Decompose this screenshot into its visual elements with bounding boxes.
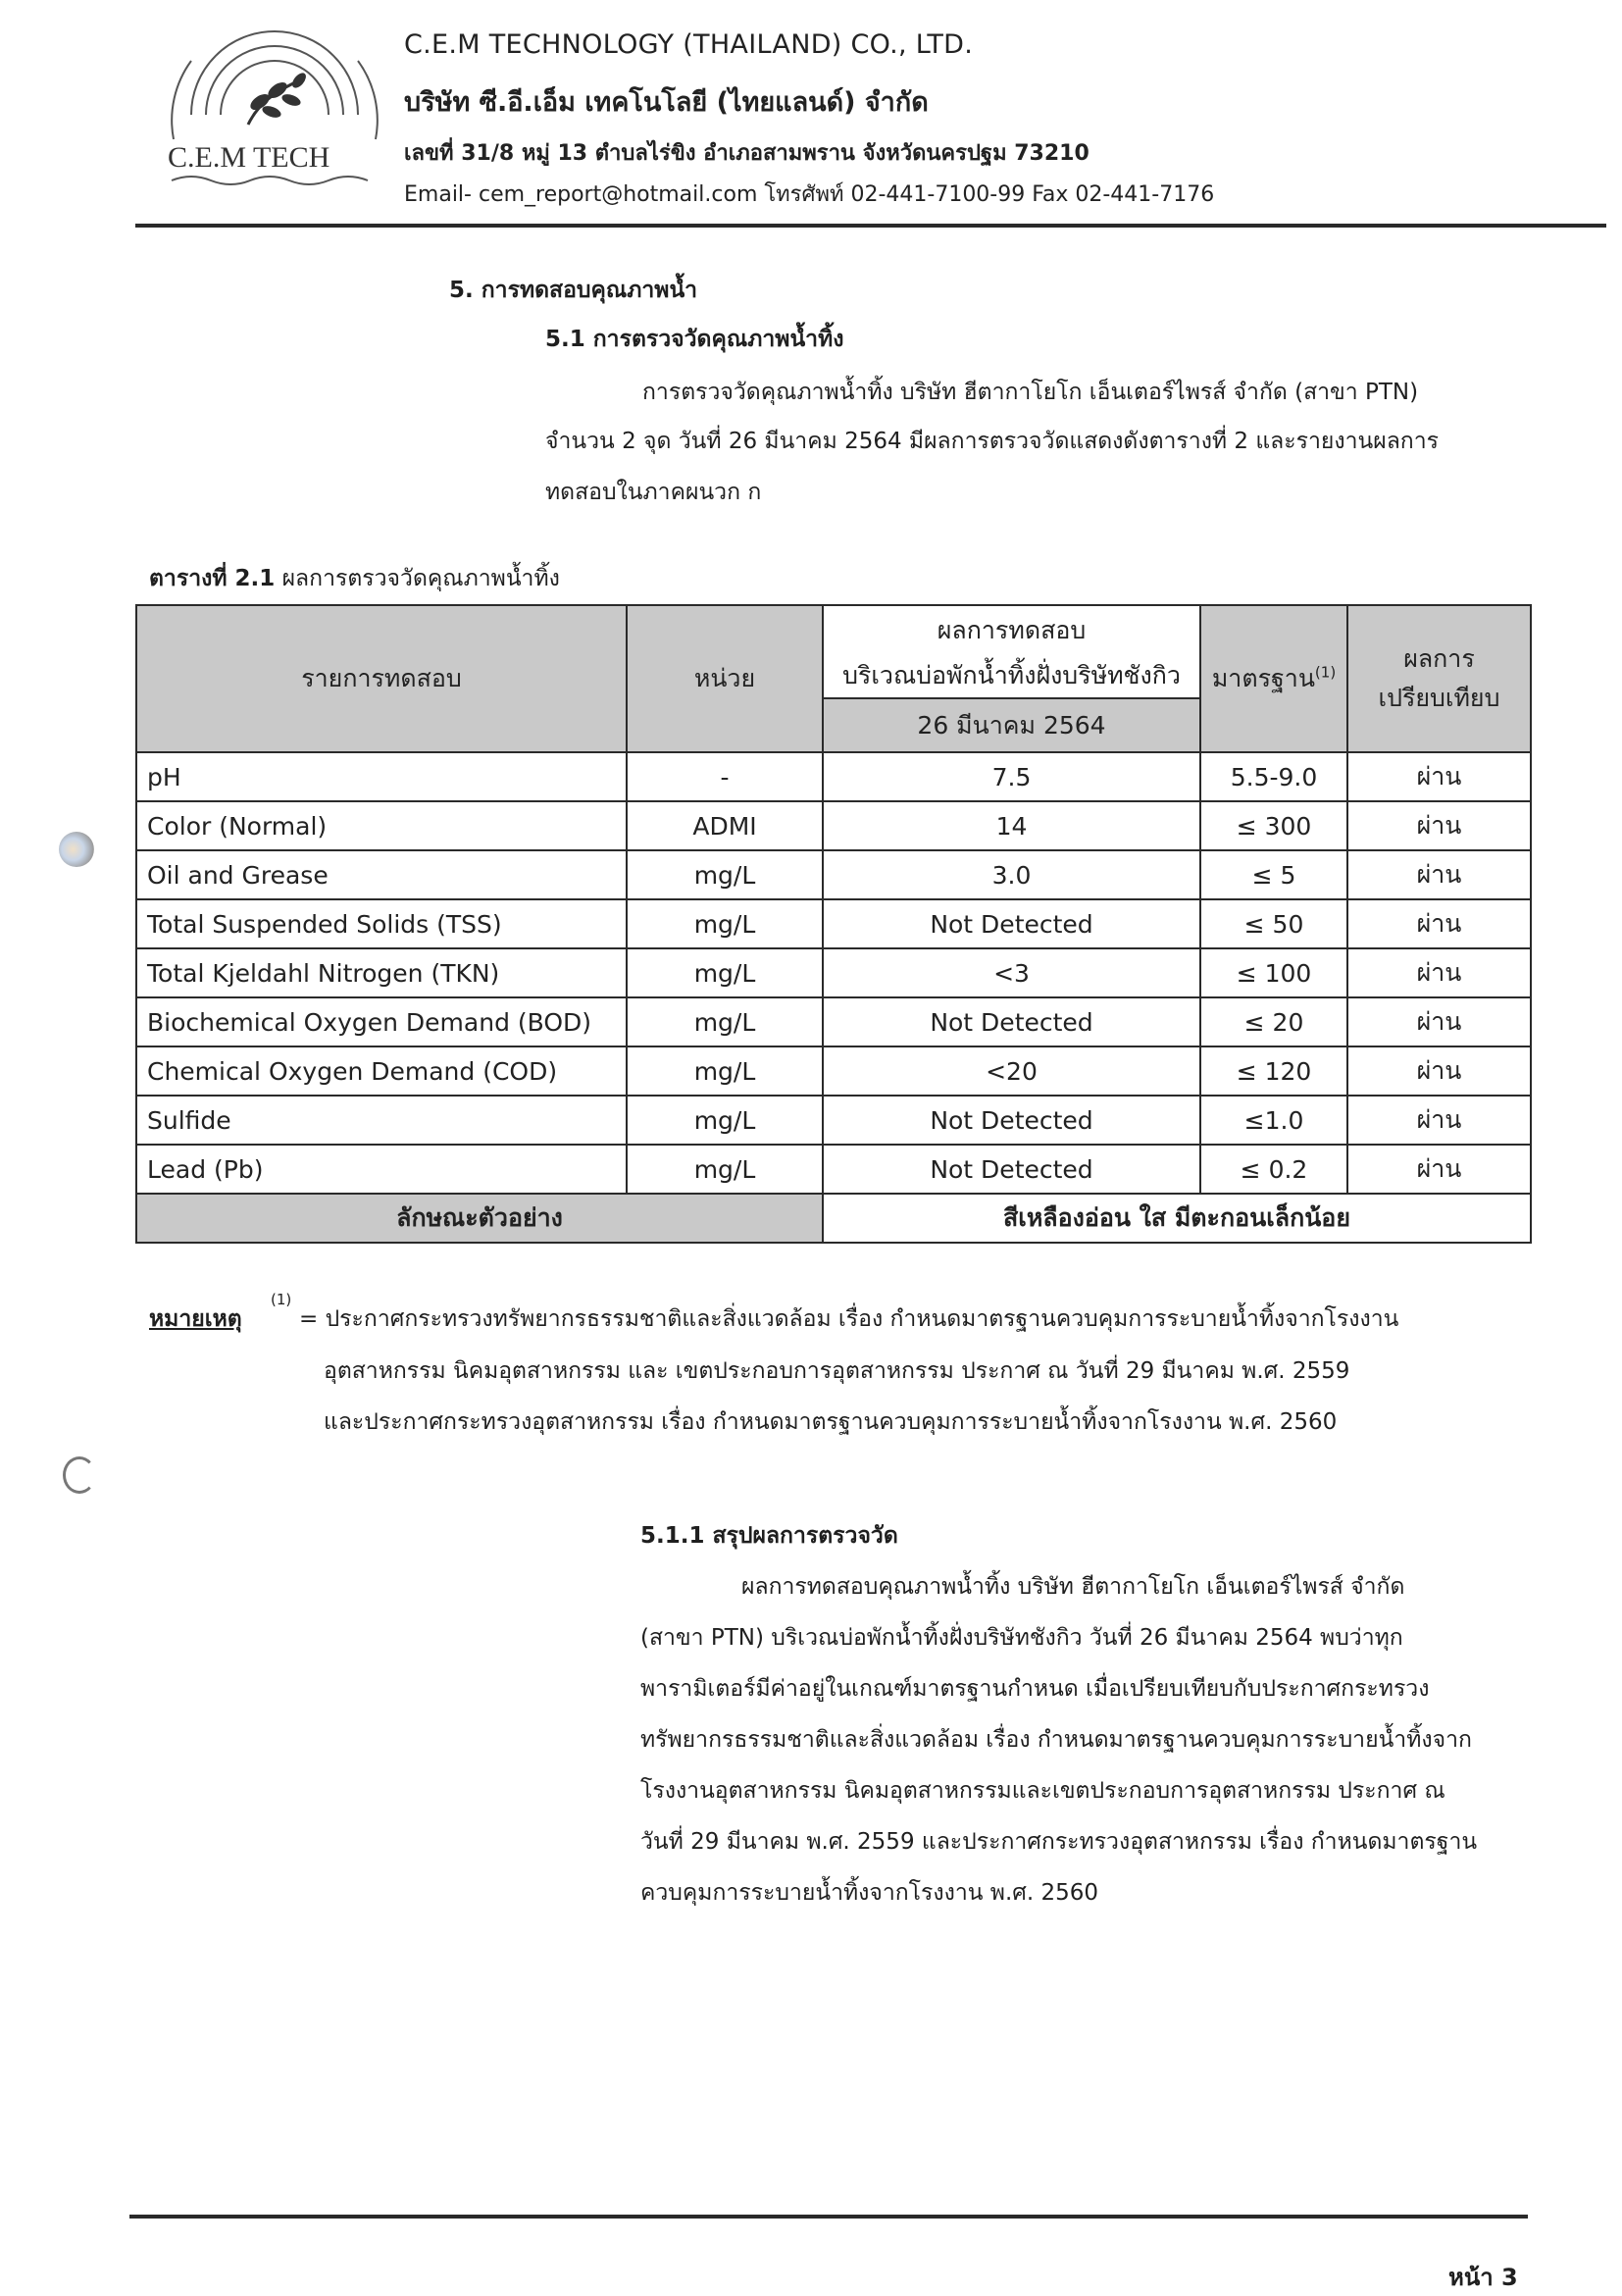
note-line: อุตสาหกรรม นิคมอุตสาหกรรม และ เขตประกอบการอุตสาหกรรม ประกาศ ณ วันที่ 29 มีนาคม พ.ศ. 2559: [324, 1358, 1350, 1384]
table-row: [136, 1096, 1531, 1145]
standard-footnote-marker: (1): [1314, 663, 1337, 682]
header-standard: [1200, 605, 1347, 752]
summary-line: พารามิเตอร์มีค่าอยู่ในเกณฑ์มาตรฐานกำหนด เมื่อเปรียบเทียบกับประกาศกระทรวง: [640, 1676, 1430, 1702]
company-address: เลขที่ 31/8 หมู่ 13 ตำบลไร่ขิง อำเภอสามพราน จังหวัดนครปฐม 73210: [404, 141, 1090, 166]
cell-unit: mg/L: [627, 997, 823, 1046]
header-compare-line2: เปรียบเทียบ: [1378, 684, 1500, 712]
summary-line: วันที่ 29 มีนาคม พ.ศ. 2559 และประกาศกระทรวงอุตสาหกรรม เรื่อง กำหนดมาตรฐาน: [640, 1829, 1478, 1855]
cell-unit: mg/L: [627, 1046, 823, 1096]
hole-punch-mark: [59, 832, 94, 867]
note-marker: (1): [271, 1291, 292, 1308]
sample-label: ลักษณะตัวอย่าง: [136, 1194, 823, 1243]
header-divider: [135, 224, 1606, 228]
cell-item: Total Kjeldahl Nitrogen (TKN): [136, 948, 627, 997]
table-caption-text: ผลการตรวจวัดคุณภาพน้ำทิ้ง: [281, 566, 560, 591]
company-contact: Email- cem_report@hotmail.com โทรศัพท์ 02-441-7100-99 Fax 02-441-7176: [404, 182, 1215, 207]
summary-line: ผลการทดสอบคุณภาพน้ำทิ้ง บริษัท ฮีตากาโยโก เอ็นเตอร์ไพรส์ จำกัด: [741, 1574, 1405, 1600]
cell-standard: ≤ 20: [1200, 997, 1347, 1046]
cell-result: Not Detected: [823, 1096, 1200, 1145]
cell-standard: ≤ 300: [1200, 801, 1347, 850]
cell-item: Biochemical Oxygen Demand (BOD): [136, 997, 627, 1046]
cell-item: Oil and Grease: [136, 850, 627, 899]
logo-arc: [191, 31, 358, 115]
cell-result: Not Detected: [823, 1145, 1200, 1194]
note-label: หมายเหตุ: [149, 1306, 242, 1332]
cell-standard: ≤ 5: [1200, 850, 1347, 899]
cell-item: Lead (Pb): [136, 1145, 627, 1194]
cell-standard: ≤1.0: [1200, 1096, 1347, 1145]
header-standard-label: มาตรฐาน: [1211, 664, 1315, 692]
cell-result: 14: [823, 801, 1200, 850]
cell-result: 3.0: [823, 850, 1200, 899]
table-row: [136, 752, 1531, 801]
table-row: [136, 1046, 1531, 1096]
cell-item: Chemical Oxygen Demand (COD): [136, 1046, 627, 1096]
header-result-location: บริเวณบ่อพักน้ำทิ้งฝั่งบริษัทชังกิว: [823, 654, 1200, 698]
note-line: = ประกาศกระทรวงทรัพยากรธรรมชาติและสิ่งแวดล้อม เรื่อง กำหนดมาตรฐานควบคุมการระบายน้ำทิ้งจากโรงงาน: [299, 1306, 1399, 1332]
company-name-en: C.E.M TECHNOLOGY (THAILAND) CO., LTD.: [404, 29, 974, 60]
summary-line: (สาขา PTN) บริเวณบ่อพักน้ำทิ้งฝั่งบริษัทชังกิว วันที่ 26 มีนาคม 2564 พบว่าทุก: [640, 1625, 1403, 1651]
table-row: [136, 801, 1531, 850]
cell-item: pH: [136, 752, 627, 801]
cell-standard: ≤ 100: [1200, 948, 1347, 997]
page-number: หน้า 3: [1448, 2264, 1518, 2291]
table-row: [136, 948, 1531, 997]
cell-unit: mg/L: [627, 850, 823, 899]
paragraph-line: ทดสอบในภาคผนวก ก: [545, 480, 762, 505]
company-name-th: บริษัท ซี.อี.เอ็ม เทคโนโลยี (ไทยแลนด์) จำกัด: [404, 87, 929, 118]
cell-result: <20: [823, 1046, 1200, 1096]
cell-standard: 5.5-9.0: [1200, 752, 1347, 801]
header-item: รายการทดสอบ: [136, 605, 627, 752]
cell-item: Total Suspended Solids (TSS): [136, 899, 627, 948]
cell-result: Not Detected: [823, 997, 1200, 1046]
hole-punch-mark: [63, 1456, 96, 1494]
cell-unit: ADMI: [627, 801, 823, 850]
header-unit: หน่วย: [627, 605, 823, 752]
company-logo: [162, 22, 387, 188]
sample-description-row: [136, 1194, 1531, 1243]
paragraph-line: การตรวจวัดคุณภาพน้ำทิ้ง บริษัท ฮีตากาโยโก เอ็นเตอร์ไพรส์ จำกัด (สาขา PTN): [642, 380, 1419, 405]
table-row: [136, 1145, 1531, 1194]
paragraph-line: จำนวน 2 จุด วันที่ 26 มีนาคม 2564 มีผลการตรวจวัดแสดงดังตารางที่ 2 และรายงานผลการ: [545, 429, 1439, 454]
cell-standard: ≤ 50: [1200, 899, 1347, 948]
cell-unit: mg/L: [627, 899, 823, 948]
cell-unit: mg/L: [627, 1096, 823, 1145]
table-header-row: [136, 605, 1531, 654]
header-compare: [1347, 605, 1531, 752]
cell-unit: -: [627, 752, 823, 801]
header-compare-line1: ผลการ: [1403, 644, 1475, 673]
summary-line: ทรัพยากรธรรมชาติและสิ่งแวดล้อม เรื่อง กำหนดมาตรฐานควบคุมการระบายน้ำทิ้งจาก: [640, 1727, 1472, 1753]
cell-standard: ≤ 0.2: [1200, 1145, 1347, 1194]
summary-line: ควบคุมการระบายน้ำทิ้งจากโรงงาน พ.ศ. 2560: [640, 1880, 1099, 1906]
section-heading: 5. การทดสอบคุณภาพน้ำ: [449, 278, 698, 303]
cell-result: Not Detected: [823, 899, 1200, 948]
header-result-title: ผลการทดสอบ: [823, 605, 1200, 654]
cell-compare: ผ่าน: [1347, 948, 1531, 997]
table-row: [136, 850, 1531, 899]
logo-text: C.E.M TECH: [168, 141, 330, 174]
note-line: และประกาศกระทรวงอุตสาหกรรม เรื่อง กำหนดมาตรฐานควบคุมการระบายน้ำทิ้งจากโรงงาน พ.ศ. 2560: [324, 1409, 1338, 1435]
cell-compare: ผ่าน: [1347, 1046, 1531, 1096]
table-caption-label: ตารางที่ 2.1: [149, 566, 276, 591]
results-table: [135, 604, 1532, 1244]
table-row: [136, 997, 1531, 1046]
cell-compare: ผ่าน: [1347, 1145, 1531, 1194]
table-caption: [149, 561, 560, 596]
cell-compare: ผ่าน: [1347, 752, 1531, 801]
sample-value: สีเหลืองอ่อน ใส มีตะกอนเล็กน้อย: [823, 1194, 1531, 1243]
cell-standard: ≤ 120: [1200, 1046, 1347, 1096]
header-result-date: 26 มีนาคม 2564: [823, 698, 1200, 752]
cell-result: <3: [823, 948, 1200, 997]
summary-line: โรงงานอุตสาหกรรม นิคมอุตสาหกรรมและเขตประกอบการอุตสาหกรรม ประกาศ ณ: [640, 1778, 1445, 1804]
cell-item: Color (Normal): [136, 801, 627, 850]
cell-compare: ผ่าน: [1347, 801, 1531, 850]
footer-divider: [129, 2215, 1528, 2219]
cell-item: Sulfide: [136, 1096, 627, 1145]
table-row: [136, 899, 1531, 948]
cell-result: 7.5: [823, 752, 1200, 801]
cell-compare: ผ่าน: [1347, 997, 1531, 1046]
cell-compare: ผ่าน: [1347, 899, 1531, 948]
cell-compare: ผ่าน: [1347, 850, 1531, 899]
cell-compare: ผ่าน: [1347, 1096, 1531, 1145]
summary-heading: 5.1.1 สรุปผลการตรวจวัด: [640, 1523, 898, 1549]
cell-unit: mg/L: [627, 1145, 823, 1194]
section-subheading: 5.1 การตรวจวัดคุณภาพน้ำทิ้ง: [545, 327, 844, 352]
cell-unit: mg/L: [627, 948, 823, 997]
